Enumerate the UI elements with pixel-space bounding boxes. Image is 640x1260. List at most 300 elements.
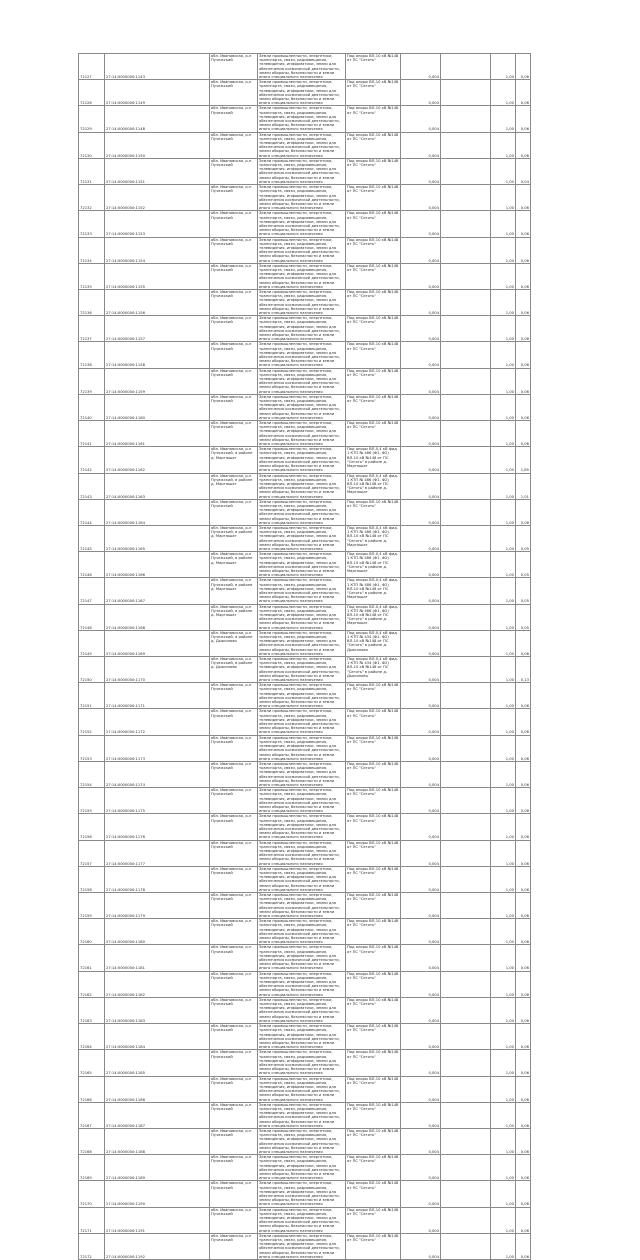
cell-share: 1,00 [491, 604, 516, 630]
cell-number: 72162 [79, 971, 105, 997]
cell-encumbrance: Под опоры ВЛ-10 кВ №148 от ПС "Сеготь" [346, 893, 401, 919]
cell-blank [441, 945, 491, 971]
cell-area: 0,004 [401, 997, 441, 1023]
cell-land-category: Земли промышленности, энергетики, транспорта, связи, радиовещания, телевидения, информатики, земли для обеспечения космической деятельности, земли обороны, безопасности и земли иного специального назначения [258, 893, 346, 919]
cell-share: 1,00 [491, 1024, 516, 1050]
table-row [79, 237, 531, 263]
cell-address: обл. Ивановская, р-н Пучежский [210, 919, 258, 945]
cell-encumbrance: Под опоры ВЛ-10 кВ №148 от ПС "Сеготь" [346, 368, 401, 394]
cell-blank [441, 1024, 491, 1050]
cell-number: 72154 [79, 761, 105, 787]
cell-land-category: Земли промышленности, энергетики, транспорта, связи, радиовещания, телевидения, информатики, земли для обеспечения космической деятельности, земли обороны, безопасности и земли иного специального назначения [258, 761, 346, 787]
cell-blank [441, 525, 491, 551]
cell-blank [441, 971, 491, 997]
cell-address: обл. Ивановская, р-н Пучежский [210, 971, 258, 997]
cell-land-category: Земли промышленности, энергетики, транспорта, связи, радиовещания, телевидения, информатики, земли для обеспечения космической деятельности, земли обороны, безопасности и земли иного специального назначения [258, 709, 346, 735]
table-row [79, 683, 531, 709]
cell-blank [441, 997, 491, 1023]
table-row [79, 1024, 531, 1050]
cell-cadastral-number: 27:14:0000000:1169 [105, 630, 210, 656]
cell-address: обл. Ивановская, р-н Пучежский [210, 80, 258, 106]
cell-number: 72144 [79, 499, 105, 525]
cell-share: 1,00 [491, 709, 516, 735]
cell-share: 1,00 [491, 394, 516, 420]
cell-payment: 0,06 [516, 1024, 531, 1050]
cell-land-category: Земли промышленности, энергетики, транспорта, связи, радиовещания, телевидения, информатики, земли для обеспечения космической деятельности, земли обороны, безопасности и земли иного специального назначения [258, 1181, 346, 1207]
cell-land-category: Земли промышленности, энергетики, транспорта, связи, радиовещания, телевидения, информатики, земли для обеспечения космической деятельности, земли обороны, безопасности и земли иного специального назначения [258, 919, 346, 945]
document-page [78, 53, 530, 1259]
cell-blank [441, 919, 491, 945]
cell-area: 0,004 [401, 368, 441, 394]
cell-number: 72171 [79, 1207, 105, 1233]
cell-land-category: Земли промышленности, энергетики, транспорта, связи, радиовещания, телевидения, информатики, земли для обеспечения космической деятельности, земли обороны, безопасности и земли иного специального назначения [258, 945, 346, 971]
table-row [79, 893, 531, 919]
cell-encumbrance: Под опоры ВЛ-10 кВ №148 от ПС "Сеготь" [346, 866, 401, 892]
cell-cadastral-number: 27:14:0000000:1187 [105, 1102, 210, 1128]
cell-land-category: Земли промышленности, энергетики, транспорта, связи, радиовещания, телевидения, информатики, земли для обеспечения космической деятельности, земли обороны, безопасности и земли иного специального назначения [258, 657, 346, 683]
cell-area: 0,004 [401, 525, 441, 551]
cell-payment: 0,06 [516, 394, 531, 420]
cell-land-category: Земли промышленности, энергетики, транспорта, связи, радиовещания, телевидения, информатики, земли для обеспечения космической деятельности, земли обороны, безопасности и земли иного специального назначения [258, 80, 346, 106]
cell-cadastral-number: 27:14:0000000:1153 [105, 211, 210, 237]
cell-number: 72149 [79, 630, 105, 656]
cell-number: 72164 [79, 1024, 105, 1050]
cell-area: 0,004 [401, 132, 441, 158]
cell-blank [441, 709, 491, 735]
cell-encumbrance: Под опоры ВЛ-10 кВ №148 от ПС "Сеготь" [346, 394, 401, 420]
cell-land-category: Земли промышленности, энергетики, транспорта, связи, радиовещания, телевидения, информатики, земли для обеспечения космической деятельности, земли обороны, безопасности и земли иного специального назначения [258, 1155, 346, 1181]
cell-share: 1,00 [491, 1207, 516, 1233]
cell-address: обл. Ивановская, р-н Пучежский [210, 683, 258, 709]
cell-cadastral-number: 27:14:0000000:1156 [105, 289, 210, 315]
cell-blank [441, 263, 491, 289]
cell-share: 1,00 [491, 1155, 516, 1181]
cell-share: 1,00 [491, 421, 516, 447]
cell-encumbrance: Под опоры ВЛ-10 кВ №148 от ПС "Сеготь" [346, 788, 401, 814]
cell-payment: 0,06 [516, 1102, 531, 1128]
cell-number: 72153 [79, 735, 105, 761]
cell-cadastral-number: 27:14:0000000:1164 [105, 499, 210, 525]
cell-address: обл. Ивановская, р-н Пучежский [210, 499, 258, 525]
cell-cadastral-number: 27:14:0000000:1171 [105, 683, 210, 709]
cell-payment: 0,06 [516, 630, 531, 656]
cell-number: 72163 [79, 997, 105, 1023]
cell-number: 72146 [79, 552, 105, 578]
cell-payment: 0,06 [516, 735, 531, 761]
cell-land-category: Земли промышленности, энергетики, транспорта, связи, радиовещания, телевидения, информатики, земли для обеспечения космической деятельности, земли обороны, безопасности и земли иного специального назначения [258, 604, 346, 630]
cell-blank [441, 1181, 491, 1207]
cell-address: обл. Ивановская, р-н Пучежский [210, 761, 258, 787]
table-row [79, 421, 531, 447]
cell-number: 72135 [79, 263, 105, 289]
cell-number: 72152 [79, 709, 105, 735]
cell-encumbrance: Под опоры ВЛ-0,4 кВ фид. 1 КТП № 486 (Ф1, Ф2) ВЛ-10 кВ №148 от ПС "Сеготь" в районе д. Мартюшат [346, 604, 401, 630]
cell-number: 72141 [79, 421, 105, 447]
cell-encumbrance: Под опоры ВЛ-10 кВ №148 от ПС "Сеготь" [346, 1128, 401, 1154]
cell-blank [441, 683, 491, 709]
cell-blank [441, 316, 491, 342]
cell-payment: 0,06 [516, 866, 531, 892]
cell-number: 72127 [79, 54, 105, 80]
cell-share: 1,00 [491, 866, 516, 892]
table-row [79, 657, 531, 683]
cell-payment: 1,85 [516, 447, 531, 473]
cell-area: 0,004 [401, 499, 441, 525]
cell-number: 72151 [79, 683, 105, 709]
cell-address: обл. Ивановская, р-н Пучежский [210, 289, 258, 315]
cell-blank [441, 394, 491, 420]
cell-share: 1,00 [491, 1102, 516, 1128]
cell-share: 1,00 [491, 1076, 516, 1102]
cell-share: 1,00 [491, 80, 516, 106]
cell-number: 72148 [79, 604, 105, 630]
cell-payment: 0,06 [516, 997, 531, 1023]
cell-share: 1,00 [491, 54, 516, 80]
table-row [79, 919, 531, 945]
cell-area: 0,004 [401, 263, 441, 289]
cell-blank [441, 1076, 491, 1102]
cell-share: 1,00 [491, 211, 516, 237]
cell-cadastral-number: 27:14:0000000:1154 [105, 237, 210, 263]
cell-share: 1,00 [491, 132, 516, 158]
cell-encumbrance: Под опоры ВЛ-10 кВ №148 от ПС "Сеготь" [346, 919, 401, 945]
cell-cadastral-number: 27:14:0000000:1143 [105, 54, 210, 80]
cell-payment: 0,06 [516, 499, 531, 525]
table-row [79, 1233, 531, 1259]
table-row [79, 578, 531, 604]
cell-address: обл. Ивановская, р-н Пучежский [210, 263, 258, 289]
cell-encumbrance: Под опоры ВЛ-10 кВ №148 от ПС "Сеготь" [346, 735, 401, 761]
table-row [79, 394, 531, 420]
cell-number: 72129 [79, 106, 105, 132]
cell-land-category: Земли промышленности, энергетики, транспорта, связи, радиовещания, телевидения, информатики, земли для обеспечения космической деятельности, земли обороны, безопасности и земли иного специального назначения [258, 421, 346, 447]
table-row [79, 316, 531, 342]
cell-share: 1,00 [491, 683, 516, 709]
cell-share: 1,00 [491, 499, 516, 525]
cell-blank [441, 1233, 491, 1259]
table-row [79, 447, 531, 473]
cell-blank [441, 1155, 491, 1181]
cell-cadastral-number: 27:14:0000000:1181 [105, 945, 210, 971]
cell-payment: 0,06 [516, 1207, 531, 1233]
cell-land-category: Земли промышленности, энергетики, транспорта, связи, радиовещания, телевидения, информатики, земли для обеспечения космической деятельности, земли обороны, безопасности и земли иного специального назначения [258, 1207, 346, 1233]
land-register-table [78, 53, 531, 1260]
cell-area: 0,004 [401, 211, 441, 237]
cell-blank [441, 552, 491, 578]
cell-address: обл. Ивановская, р-н Пучежский, в районе д. Мартюшат [210, 552, 258, 578]
cell-land-category: Земли промышленности, энергетики, транспорта, связи, радиовещания, телевидения, информатики, земли для обеспечения космической деятельности, земли обороны, безопасности и земли иного специального назначения [258, 237, 346, 263]
cell-land-category: Земли промышленности, энергетики, транспорта, связи, радиовещания, телевидения, информатики, земли для обеспечения космической деятельности, земли обороны, безопасности и земли иного специального назначения [258, 840, 346, 866]
cell-area: 0,004 [401, 840, 441, 866]
cell-area: 0,004 [401, 1233, 441, 1259]
cell-cadastral-number: 27:14:0000000:1191 [105, 1207, 210, 1233]
cell-cadastral-number: 27:14:0000000:1148 [105, 106, 210, 132]
cell-encumbrance: Под опоры ВЛ-10 кВ №148 от ПС "Сеготь" [346, 1102, 401, 1128]
table-row [79, 1207, 531, 1233]
cell-share: 1,00 [491, 1128, 516, 1154]
cell-land-category: Земли промышленности, энергетики, транспорта, связи, радиовещания, телевидения, информатики, земли для обеспечения космической деятельности, земли обороны, безопасности и земли иного специального назначения [258, 132, 346, 158]
cell-cadastral-number: 27:14:0000000:1149 [105, 80, 210, 106]
cell-address: обл. Ивановская, р-н Пучежский [210, 866, 258, 892]
cell-land-category: Земли промышленности, энергетики, транспорта, связи, радиовещания, телевидения, информатики, земли для обеспечения космической деятельности, земли обороны, безопасности и земли иного специального назначения [258, 630, 346, 656]
cell-area: 0,004 [401, 657, 441, 683]
cell-land-category: Земли промышленности, энергетики, транспорта, связи, радиовещания, телевидения, информатики, земли для обеспечения космической деятельности, земли обороны, безопасности и земли иного специального назначения [258, 788, 346, 814]
table-row [79, 368, 531, 394]
cell-land-category: Земли промышленности, энергетики, транспорта, связи, радиовещания, телевидения, информатики, земли для обеспечения космической деятельности, земли обороны, безопасности и земли иного специального назначения [258, 394, 346, 420]
cell-share: 1,00 [491, 1181, 516, 1207]
cell-encumbrance: Под опоры ВЛ-10 кВ №148 от ПС "Сеготь" [346, 132, 401, 158]
cell-address: обл. Ивановская, р-н Пучежский [210, 945, 258, 971]
table-row [79, 761, 531, 787]
cell-share: 1,00 [491, 840, 516, 866]
cell-area: 0,004 [401, 1155, 441, 1181]
cell-blank [441, 54, 491, 80]
table-row [79, 1181, 531, 1207]
cell-share: 1,00 [491, 814, 516, 840]
cell-share: 1,00 [491, 971, 516, 997]
table-row [79, 709, 531, 735]
cell-area: 0,004 [401, 1128, 441, 1154]
cell-number: 72147 [79, 578, 105, 604]
cell-share: 1,00 [491, 158, 516, 184]
cell-land-category: Земли промышленности, энергетики, транспорта, связи, радиовещания, телевидения, информатики, земли для обеспечения космической деятельности, земли обороны, безопасности и земли иного специального назначения [258, 185, 346, 211]
cell-blank [441, 211, 491, 237]
table-row [79, 185, 531, 211]
cell-share: 1,00 [491, 657, 516, 683]
cell-encumbrance: Под опоры ВЛ-0,4 кВ фид. 1 КТП № 486 (Ф1, Ф2) ВЛ-10 кВ №148 от ПС "Сеготь" в районе д. Мартюшат [346, 525, 401, 551]
table-row [79, 971, 531, 997]
cell-blank [441, 893, 491, 919]
cell-address: обл. Ивановская, р-н Пучежский, в районе д. Мартюшат [210, 473, 258, 499]
cell-blank [441, 578, 491, 604]
cell-share: 1,00 [491, 525, 516, 551]
cell-land-category: Земли промышленности, энергетики, транспорта, связи, радиовещания, телевидения, информатики, земли для обеспечения космической деятельности, земли обороны, безопасности и земли иного специального назначения [258, 997, 346, 1023]
cell-area: 0,004 [401, 893, 441, 919]
cell-address: обл. Ивановская, р-н Пучежский [210, 316, 258, 342]
cell-share: 1,00 [491, 919, 516, 945]
cell-area: 0,004 [401, 578, 441, 604]
cell-share: 1,00 [491, 1233, 516, 1259]
cell-payment: 0,06 [516, 289, 531, 315]
table-row [79, 525, 531, 551]
cell-payment: 0,06 [516, 316, 531, 342]
cell-area: 0,004 [401, 1076, 441, 1102]
cell-land-category: Земли промышленности, энергетики, транспорта, связи, радиовещания, телевидения, информатики, земли для обеспечения космической деятельности, земли обороны, безопасности и земли иного специального назначения [258, 473, 346, 499]
cell-address: обл. Ивановская, р-н Пучежский [210, 788, 258, 814]
cell-number: 72130 [79, 132, 105, 158]
cell-cadastral-number: 27:14:0000000:1155 [105, 263, 210, 289]
cell-address: обл. Ивановская, р-н Пучежский [210, 1050, 258, 1076]
cell-area: 0,004 [401, 1102, 441, 1128]
cell-blank [441, 185, 491, 211]
cell-land-category: Земли промышленности, энергетики, транспорта, связи, радиовещания, телевидения, информатики, земли для обеспечения космической деятельности, земли обороны, безопасности и земли иного специального назначения [258, 1076, 346, 1102]
cell-cadastral-number: 27:14:0000000:1182 [105, 971, 210, 997]
cell-share: 1,00 [491, 237, 516, 263]
table-row [79, 289, 531, 315]
cell-land-category: Земли промышленности, энергетики, транспорта, связи, радиовещания, телевидения, информатики, земли для обеспечения космической деятельности, земли обороны, безопасности и земли иного специального назначения [258, 158, 346, 184]
cell-number: 72161 [79, 945, 105, 971]
cell-address: обл. Ивановская, р-н Пучежский [210, 1102, 258, 1128]
cell-blank [441, 840, 491, 866]
cell-address: обл. Ивановская, р-н Пучежский, в районе д. Мартюшат [210, 525, 258, 551]
cell-payment: 0,05 [516, 552, 531, 578]
cell-payment: 0,06 [516, 237, 531, 263]
cell-land-category: Земли промышленности, энергетики, транспорта, связи, радиовещания, телевидения, информатики, земли для обеспечения космической деятельности, земли обороны, безопасности и земли иного специального назначения [258, 289, 346, 315]
cell-number: 72139 [79, 368, 105, 394]
cell-land-category: Земли промышленности, энергетики, транспорта, связи, радиовещания, телевидения, информатики, земли для обеспечения космической деятельности, земли обороны, безопасности и земли иного специального назначения [258, 578, 346, 604]
cell-blank [441, 289, 491, 315]
cell-land-category: Земли промышленности, энергетики, транспорта, связи, радиовещания, телевидения, информатики, земли для обеспечения космической деятельности, земли обороны, безопасности и земли иного специального назначения [258, 342, 346, 368]
cell-number: 72158 [79, 866, 105, 892]
cell-address: обл. Ивановская, р-н Пучежский [210, 132, 258, 158]
cell-blank [441, 630, 491, 656]
cell-area: 0,004 [401, 761, 441, 787]
table-row [79, 630, 531, 656]
cell-payment: 0,06 [516, 683, 531, 709]
cell-address: обл. Ивановская, р-н Пучежский [210, 840, 258, 866]
cell-encumbrance: Под опоры ВЛ-10 кВ №148 от ПС "Сеготь" [346, 814, 401, 840]
cell-area: 0,004 [401, 185, 441, 211]
cell-share: 1,00 [491, 630, 516, 656]
cell-payment: 0,06 [516, 788, 531, 814]
cell-payment: 0,06 [516, 421, 531, 447]
cell-blank [441, 1050, 491, 1076]
cell-encumbrance: Под опоры ВЛ-0,4 кВ фид. 1 КТП № 486 (Ф1, Ф2) ВЛ-10 кВ №148 от ПС "Сеготь" в районе д. Мартюшат [346, 447, 401, 473]
cell-address: обл. Ивановская, р-н Пучежский [210, 1128, 258, 1154]
cell-area: 0,004 [401, 80, 441, 106]
cell-address: обл. Ивановская, р-н Пучежский [210, 997, 258, 1023]
cell-payment: 0,06 [516, 185, 531, 211]
cell-address: обл. Ивановская, р-н Пучежский, в районе д. Мартюшат [210, 604, 258, 630]
cell-payment: 1,01 [516, 473, 531, 499]
cell-number: 72157 [79, 840, 105, 866]
cell-cadastral-number: 27:14:0000000:1157 [105, 316, 210, 342]
cell-payment: 0,06 [516, 945, 531, 971]
cell-land-category: Земли промышленности, энергетики, транспорта, связи, радиовещания, телевидения, информатики, земли для обеспечения космической деятельности, земли обороны, безопасности и земли иного специального назначения [258, 106, 346, 132]
cell-encumbrance: Под опоры ВЛ-10 кВ №148 от ПС "Сеготь" [346, 421, 401, 447]
cell-number: 72140 [79, 394, 105, 420]
cell-payment: 0,06 [516, 1076, 531, 1102]
cell-encumbrance: Под опоры ВЛ-10 кВ №148 от ПС "Сеготь" [346, 499, 401, 525]
cell-cadastral-number: 27:14:0000000:1177 [105, 840, 210, 866]
cell-land-category: Земли промышленности, энергетики, транспорта, связи, радиовещания, телевидения, информатики, земли для обеспечения космической деятельности, земли обороны, безопасности и земли иного специального назначения [258, 1050, 346, 1076]
table-row [79, 342, 531, 368]
table-row [79, 1102, 531, 1128]
cell-cadastral-number: 27:14:0000000:1189 [105, 1155, 210, 1181]
cell-cadastral-number: 27:14:0000000:1163 [105, 473, 210, 499]
cell-encumbrance: Под опоры ВЛ-0,4 кВ фид. 1 КТП № 434 (Ф1, Ф2) ВЛ-10 кВ №148 от ПС "Сеготь" в районе д. Дьяконово [346, 657, 401, 683]
cell-address: обл. Ивановская, р-н Пучежский, в районе д. Дьяконово [210, 630, 258, 656]
cell-cadastral-number: 27:14:0000000:1161 [105, 421, 210, 447]
cell-number: 72160 [79, 919, 105, 945]
cell-number: 72169 [79, 1155, 105, 1181]
cell-land-category: Земли промышленности, энергетики, транспорта, связи, радиовещания, телевидения, информатики, земли для обеспечения космической деятельности, земли обороны, безопасности и земли иного специального назначения [258, 316, 346, 342]
cell-payment: 0,06 [516, 1233, 531, 1259]
cell-number: 72128 [79, 80, 105, 106]
cell-encumbrance: Под опоры ВЛ-10 кВ №148 от ПС "Сеготь" [346, 683, 401, 709]
table-row [79, 158, 531, 184]
cell-area: 0,004 [401, 54, 441, 80]
cell-blank [441, 814, 491, 840]
cell-blank [441, 132, 491, 158]
cell-area: 0,004 [401, 1181, 441, 1207]
cell-blank [441, 761, 491, 787]
cell-address: обл. Ивановская, р-н Пучежский [210, 185, 258, 211]
cell-area: 0,004 [401, 421, 441, 447]
cell-payment: 0,05 [516, 604, 531, 630]
cell-payment: 0,13 [516, 657, 531, 683]
cell-payment: 0,04 [516, 158, 531, 184]
cell-blank [441, 1207, 491, 1233]
cell-payment: 0,06 [516, 263, 531, 289]
cell-area: 0,004 [401, 788, 441, 814]
cell-share: 1,00 [491, 945, 516, 971]
cell-share: 1,00 [491, 316, 516, 342]
cell-cadastral-number: 27:14:0000000:1158 [105, 342, 210, 368]
cell-address: обл. Ивановская, р-н Пучежский, в районе д. Мартюшат [210, 578, 258, 604]
cell-address: обл. Ивановская, р-н Пучежский [210, 158, 258, 184]
cell-land-category: Земли промышленности, энергетики, транспорта, связи, радиовещания, телевидения, информатики, земли для обеспечения космической деятельности, земли обороны, безопасности и земли иного специального назначения [258, 499, 346, 525]
cell-land-category: Земли промышленности, энергетики, транспорта, связи, радиовещания, телевидения, информатики, земли для обеспечения космической деятельности, земли обороны, безопасности и земли иного специального назначения [258, 54, 346, 80]
cell-encumbrance: Под опоры ВЛ-0,4 кВ фид. 1 КТП № 486 (Ф1, Ф2) ВЛ-10 кВ №148 от ПС "Сеготь" в районе д. Мартюшат [346, 552, 401, 578]
cell-number: 72131 [79, 158, 105, 184]
cell-area: 0,004 [401, 1024, 441, 1050]
cell-cadastral-number: 27:14:0000000:1152 [105, 185, 210, 211]
table-row [79, 788, 531, 814]
cell-number: 72134 [79, 237, 105, 263]
cell-address: обл. Ивановская, р-н Пучежский [210, 893, 258, 919]
cell-area: 0,004 [401, 814, 441, 840]
cell-payment: 0,06 [516, 761, 531, 787]
cell-cadastral-number: 27:14:0000000:1151 [105, 158, 210, 184]
cell-share: 1,00 [491, 997, 516, 1023]
cell-area: 0,004 [401, 237, 441, 263]
cell-number: 72137 [79, 316, 105, 342]
cell-encumbrance: Под опоры ВЛ-10 кВ №148 от ПС "Сеготь" [346, 709, 401, 735]
cell-payment: 0,06 [516, 1181, 531, 1207]
table-row [79, 866, 531, 892]
cell-number: 72132 [79, 185, 105, 211]
cell-area: 0,004 [401, 447, 441, 473]
cell-cadastral-number: 27:14:0000000:1178 [105, 866, 210, 892]
table-row [79, 840, 531, 866]
cell-blank [441, 421, 491, 447]
cell-encumbrance: Под опоры ВЛ-10 кВ №148 от ПС "Сеготь" [346, 211, 401, 237]
cell-address: обл. Ивановская, р-н Пучежский [210, 1207, 258, 1233]
cell-cadastral-number: 27:14:0000000:1192 [105, 1233, 210, 1259]
cell-number: 72166 [79, 1076, 105, 1102]
cell-share: 1,00 [491, 788, 516, 814]
cell-cadastral-number: 27:14:0000000:1190 [105, 1181, 210, 1207]
cell-encumbrance: Под опоры ВЛ-10 кВ №148 от ПС "Сеготь" [346, 1155, 401, 1181]
cell-address: обл. Ивановская, р-н Пучежский [210, 211, 258, 237]
cell-encumbrance: Под опоры ВЛ-10 кВ №148 от ПС "Сеготь" [346, 80, 401, 106]
cell-number: 72172 [79, 1233, 105, 1259]
cell-land-category: Земли промышленности, энергетики, транспорта, связи, радиовещания, телевидения, информатики, земли для обеспечения космической деятельности, земли обороны, безопасности и земли иного специального назначения [258, 971, 346, 997]
cell-number: 72142 [79, 447, 105, 473]
cell-payment: 0,06 [516, 971, 531, 997]
table-row [79, 735, 531, 761]
cell-cadastral-number: 27:14:0000000:1183 [105, 997, 210, 1023]
cell-encumbrance: Под опоры ВЛ-10 кВ №148 от ПС "Сеготь" [346, 237, 401, 263]
cell-area: 0,004 [401, 866, 441, 892]
cell-encumbrance: Под опоры ВЛ-10 кВ №148 от ПС "Сеготь" [346, 1024, 401, 1050]
table-row [79, 473, 531, 499]
cell-blank [441, 1102, 491, 1128]
cell-encumbrance: Под опоры ВЛ-10 кВ №148 от ПС "Сеготь" [346, 54, 401, 80]
cell-blank [441, 237, 491, 263]
cell-cadastral-number: 27:14:0000000:1188 [105, 1128, 210, 1154]
